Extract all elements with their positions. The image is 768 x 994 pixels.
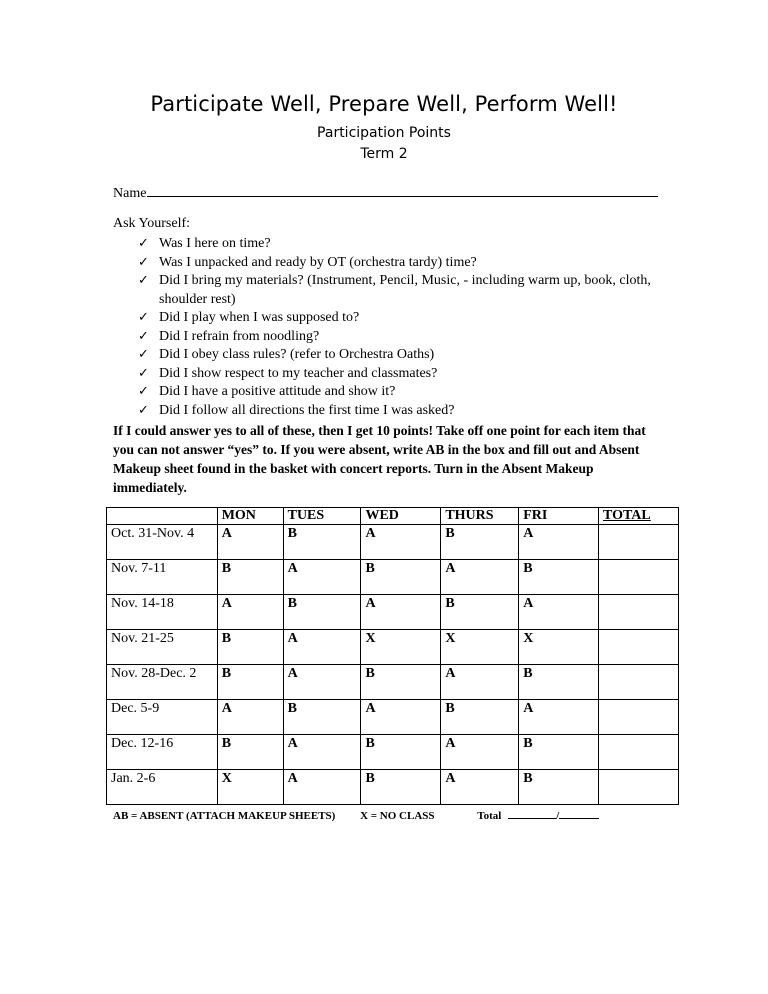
week-total-cell[interactable] bbox=[599, 770, 679, 805]
day-score-cell[interactable]: B bbox=[441, 700, 519, 735]
table-row bbox=[107, 700, 679, 735]
check-icon: ✓ bbox=[138, 310, 149, 325]
check-icon: ✓ bbox=[138, 384, 149, 399]
table-row bbox=[107, 525, 679, 560]
day-score-cell[interactable]: B bbox=[283, 595, 361, 630]
no-class-key: X = NO CLASS bbox=[360, 810, 435, 822]
checklist-item bbox=[138, 272, 658, 309]
day-score-cell[interactable]: X bbox=[217, 770, 283, 805]
checklist-item-text: Did I show respect to my teacher and classmates? bbox=[159, 365, 438, 381]
day-score-cell[interactable]: A bbox=[441, 770, 519, 805]
participation-table bbox=[106, 507, 679, 805]
table-row bbox=[107, 595, 679, 630]
checklist-item-text: Did I bring my materials? (Instrument, Pencil, Music, - including warm up, book, cloth, shoulder rest) bbox=[159, 273, 651, 307]
day-score-cell[interactable]: A bbox=[217, 700, 283, 735]
name-blank-line[interactable] bbox=[147, 182, 658, 197]
day-score-cell[interactable]: B bbox=[217, 560, 283, 595]
day-score-cell[interactable]: B bbox=[441, 595, 519, 630]
day-score-cell[interactable]: B bbox=[361, 560, 441, 595]
header-tues-cell: TUES bbox=[283, 508, 361, 525]
day-score-cell[interactable]: B bbox=[519, 735, 599, 770]
day-score-cell[interactable]: A bbox=[283, 560, 361, 595]
day-score-cell[interactable]: A bbox=[283, 665, 361, 700]
day-score-cell[interactable]: B bbox=[283, 700, 361, 735]
name-label: Name bbox=[113, 186, 147, 201]
table-header-row bbox=[107, 508, 679, 525]
checklist-item-text: Did I play when I was supposed to? bbox=[159, 310, 360, 325]
day-score-cell[interactable]: A bbox=[283, 770, 361, 805]
day-score-cell[interactable]: B bbox=[217, 665, 283, 700]
day-score-cell[interactable]: A bbox=[519, 595, 599, 630]
week-total-cell[interactable] bbox=[599, 595, 679, 630]
table-row bbox=[107, 560, 679, 595]
checklist-item bbox=[138, 309, 658, 328]
ask-yourself-label: Ask Yourself: bbox=[113, 216, 191, 231]
checklist-item-text: Did I refrain from noodling? bbox=[159, 328, 320, 344]
term-label: Term 2 bbox=[360, 146, 408, 162]
checklist-item bbox=[138, 235, 658, 254]
checklist-item bbox=[138, 254, 658, 273]
self-check-list bbox=[138, 235, 658, 420]
week-label-cell: Jan. 2-6 bbox=[107, 770, 218, 805]
day-score-cell[interactable]: A bbox=[441, 735, 519, 770]
header-wed-cell: WED bbox=[361, 508, 441, 525]
week-total-cell[interactable] bbox=[599, 665, 679, 700]
day-score-cell[interactable]: B bbox=[283, 525, 361, 560]
week-label-cell: Oct. 31-Nov. 4 bbox=[107, 525, 218, 560]
absent-key: AB = ABSENT (ATTACH MAKEUP SHEETS) bbox=[113, 810, 336, 822]
check-icon: ✓ bbox=[138, 273, 149, 288]
week-label-cell: Nov. 7-11 bbox=[107, 560, 218, 595]
day-score-cell[interactable]: X bbox=[361, 630, 441, 665]
day-score-cell[interactable]: A bbox=[519, 525, 599, 560]
check-icon: ✓ bbox=[138, 365, 149, 381]
checklist-item-text: Did I follow all directions the first time I was asked? bbox=[159, 402, 455, 418]
week-total-cell[interactable] bbox=[599, 560, 679, 595]
name-field[interactable] bbox=[113, 182, 658, 202]
scoring-instructions: If I could answer yes to all of these, then I get 10 points! Take off one point for each item that you can not answer “yes” to. If you were absent, write AB in the box and fill out and Absent Makeup sheet found in the basket with concert reports. Turn in the Absent Makeup immediately. bbox=[113, 423, 646, 495]
checklist-item bbox=[138, 365, 658, 384]
total-separator: / bbox=[556, 810, 560, 822]
day-score-cell[interactable]: A bbox=[441, 665, 519, 700]
table-row bbox=[107, 665, 679, 700]
day-score-cell[interactable]: B bbox=[361, 770, 441, 805]
header-thurs-cell: THURS bbox=[441, 508, 519, 525]
checklist-item-text: Did I obey class rules? (refer to Orchestra Oaths) bbox=[159, 347, 435, 362]
day-score-cell[interactable]: B bbox=[519, 665, 599, 700]
day-score-cell[interactable]: A bbox=[361, 595, 441, 630]
header-mon-cell: MON bbox=[217, 508, 283, 525]
week-total-cell[interactable] bbox=[599, 735, 679, 770]
day-score-cell[interactable]: B bbox=[519, 770, 599, 805]
day-score-cell[interactable]: A bbox=[361, 700, 441, 735]
day-score-cell[interactable]: B bbox=[361, 665, 441, 700]
checklist-item-text: Did I have a positive attitude and show it? bbox=[159, 384, 396, 399]
check-icon: ✓ bbox=[138, 328, 149, 344]
table-row bbox=[107, 735, 679, 770]
checklist-item bbox=[138, 346, 658, 365]
day-score-cell[interactable]: B bbox=[217, 630, 283, 665]
day-score-cell[interactable]: X bbox=[441, 630, 519, 665]
page-subtitle: Participation Points bbox=[317, 125, 451, 141]
week-label-cell: Dec. 5-9 bbox=[107, 700, 218, 735]
header-total-cell: TOTAL bbox=[599, 508, 679, 525]
total-label: Total bbox=[477, 810, 502, 822]
checklist-item-text: Was I unpacked and ready by OT (orchestra tardy) time? bbox=[159, 254, 477, 270]
day-score-cell[interactable]: A bbox=[361, 525, 441, 560]
week-total-cell[interactable] bbox=[599, 630, 679, 665]
check-icon: ✓ bbox=[138, 402, 149, 418]
checklist-item bbox=[138, 328, 658, 347]
week-label-cell: Nov. 14-18 bbox=[107, 595, 218, 630]
header-week-cell bbox=[107, 508, 218, 525]
checklist-item bbox=[138, 383, 658, 402]
day-score-cell[interactable]: A bbox=[217, 525, 283, 560]
day-score-cell[interactable]: A bbox=[283, 735, 361, 770]
checklist-item-text: Was I here on time? bbox=[159, 236, 271, 251]
check-icon: ✓ bbox=[138, 236, 149, 251]
week-total-cell[interactable] bbox=[599, 700, 679, 735]
checklist-item bbox=[138, 402, 658, 421]
week-label-cell: Nov. 21-25 bbox=[107, 630, 218, 665]
total-possible-blank[interactable] bbox=[559, 808, 599, 819]
table-row bbox=[107, 630, 679, 665]
day-score-cell[interactable]: A bbox=[283, 630, 361, 665]
total-earned-blank[interactable] bbox=[508, 808, 556, 819]
header-fri-cell: FRI bbox=[519, 508, 599, 525]
day-score-cell[interactable]: B bbox=[441, 525, 519, 560]
legend-footer bbox=[113, 808, 599, 822]
day-score-cell[interactable]: B bbox=[217, 735, 283, 770]
day-score-cell[interactable]: A bbox=[217, 595, 283, 630]
day-score-cell[interactable]: X bbox=[519, 630, 599, 665]
day-score-cell[interactable]: B bbox=[361, 735, 441, 770]
table-row bbox=[107, 770, 679, 805]
day-score-cell[interactable]: A bbox=[441, 560, 519, 595]
check-icon: ✓ bbox=[138, 254, 149, 270]
day-score-cell[interactable]: A bbox=[519, 700, 599, 735]
check-icon: ✓ bbox=[138, 347, 149, 362]
week-total-cell[interactable] bbox=[599, 525, 679, 560]
page-title: Participate Well, Prepare Well, Perform Well! bbox=[150, 92, 618, 116]
week-label-cell: Dec. 12-16 bbox=[107, 735, 218, 770]
day-score-cell[interactable]: B bbox=[519, 560, 599, 595]
week-label-cell: Nov. 28-Dec. 2 bbox=[107, 665, 218, 700]
